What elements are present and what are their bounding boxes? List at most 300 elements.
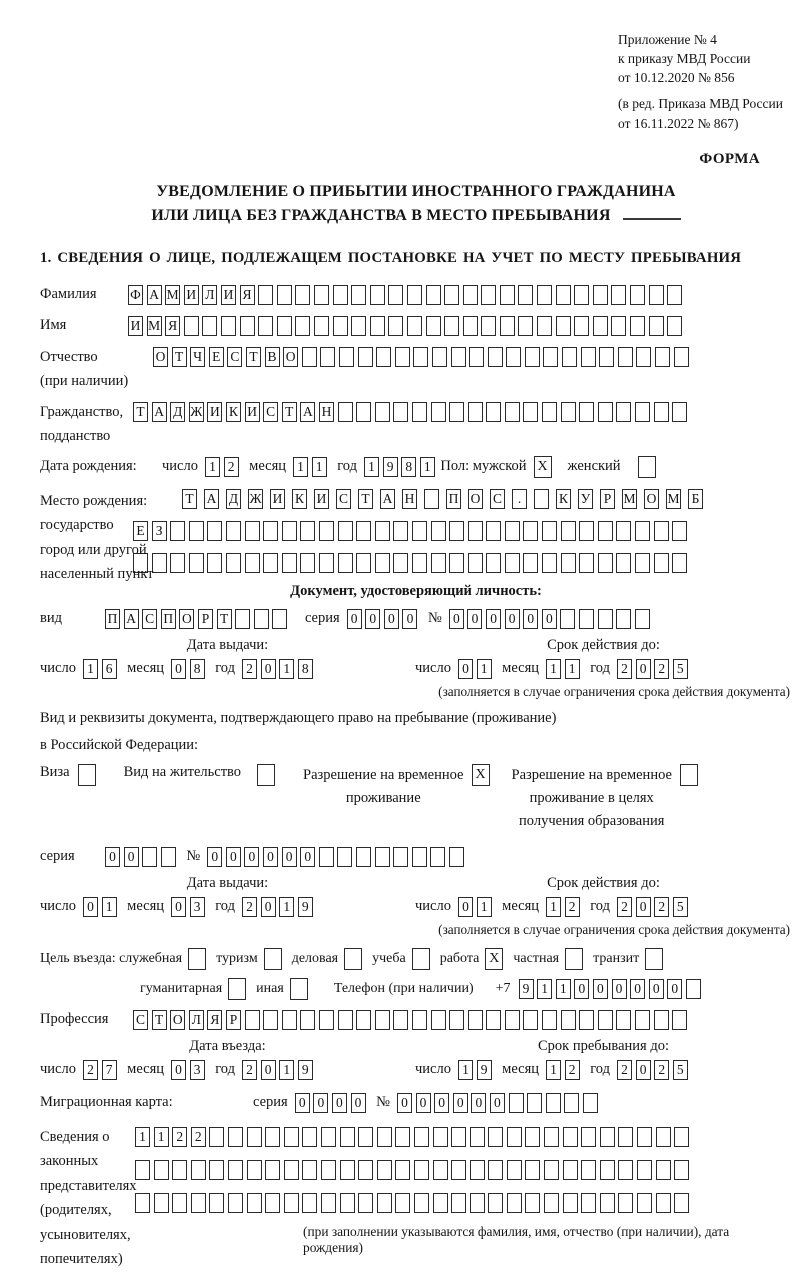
char-cell[interactable]: [598, 609, 613, 629]
char-cell[interactable]: 0: [207, 847, 222, 867]
char-cell[interactable]: Я: [165, 316, 180, 336]
char-cell[interactable]: [338, 521, 353, 541]
residence-permit-checkbox[interactable]: [257, 764, 275, 786]
char-cell[interactable]: [221, 316, 236, 336]
char-cell[interactable]: 0: [416, 1093, 431, 1113]
char-cell[interactable]: П: [161, 609, 176, 629]
char-cell[interactable]: [507, 1127, 522, 1147]
char-cell[interactable]: .: [512, 489, 527, 509]
char-cell[interactable]: [142, 847, 157, 867]
char-cell[interactable]: 0: [226, 847, 241, 867]
char-cell[interactable]: [282, 521, 297, 541]
char-cell[interactable]: [505, 521, 520, 541]
char-cell[interactable]: [525, 347, 540, 367]
char-cell[interactable]: А: [380, 489, 395, 509]
char-cell[interactable]: 0: [244, 847, 259, 867]
char-cell[interactable]: 8: [401, 457, 416, 477]
char-cell[interactable]: [245, 1010, 260, 1030]
char-cell[interactable]: М: [622, 489, 637, 509]
char-cell[interactable]: 2: [617, 1060, 632, 1080]
char-cell[interactable]: Д: [226, 489, 241, 509]
char-cell[interactable]: [395, 1127, 410, 1147]
char-cell[interactable]: [561, 521, 576, 541]
char-cell[interactable]: [356, 847, 371, 867]
char-cell[interactable]: 0: [505, 609, 520, 629]
char-cell[interactable]: [377, 1193, 392, 1213]
char-cell[interactable]: [375, 402, 390, 422]
char-cell[interactable]: [616, 553, 631, 573]
char-cell[interactable]: [451, 1160, 466, 1180]
char-cell[interactable]: [546, 1093, 561, 1113]
char-cell[interactable]: Р: [226, 1010, 241, 1030]
char-cell[interactable]: 0: [612, 979, 627, 999]
char-cell[interactable]: [433, 1160, 448, 1180]
char-cell[interactable]: [654, 402, 669, 422]
char-cell[interactable]: [562, 347, 577, 367]
char-cell[interactable]: [191, 1193, 206, 1213]
char-cell[interactable]: [413, 347, 428, 367]
char-cell[interactable]: [449, 847, 464, 867]
char-cell[interactable]: 0: [490, 1093, 505, 1113]
char-cell[interactable]: [395, 1160, 410, 1180]
char-cell[interactable]: [579, 1010, 594, 1030]
char-cell[interactable]: 0: [300, 847, 315, 867]
char-cell[interactable]: [674, 347, 689, 367]
char-cell[interactable]: А: [152, 402, 167, 422]
char-cell[interactable]: [686, 979, 701, 999]
char-cell[interactable]: [534, 489, 549, 509]
char-cell[interactable]: [468, 553, 483, 573]
char-cell[interactable]: 0: [471, 1093, 486, 1113]
char-cell[interactable]: [656, 1193, 671, 1213]
temp-permit-edu-checkbox[interactable]: [680, 764, 698, 786]
char-cell[interactable]: М: [165, 285, 180, 305]
char-cell[interactable]: [376, 347, 391, 367]
char-cell[interactable]: [412, 553, 427, 573]
char-cell[interactable]: 0: [83, 897, 98, 917]
char-cell[interactable]: [618, 1127, 633, 1147]
char-cell[interactable]: 1: [312, 457, 327, 477]
char-cell[interactable]: [412, 521, 427, 541]
char-cell[interactable]: 2: [242, 1060, 257, 1080]
char-cell[interactable]: [486, 402, 501, 422]
char-cell[interactable]: [527, 1093, 542, 1113]
char-cell[interactable]: 5: [673, 897, 688, 917]
char-cell[interactable]: 2: [617, 659, 632, 679]
char-cell[interactable]: [523, 402, 538, 422]
char-cell[interactable]: [209, 1193, 224, 1213]
char-cell[interactable]: Р: [600, 489, 615, 509]
char-cell[interactable]: 3: [190, 1060, 205, 1080]
char-cell[interactable]: [358, 1160, 373, 1180]
char-cell[interactable]: [247, 1193, 262, 1213]
char-cell[interactable]: [486, 1010, 501, 1030]
char-cell[interactable]: Т: [133, 402, 148, 422]
char-cell[interactable]: Е: [209, 347, 224, 367]
char-cell[interactable]: [654, 553, 669, 573]
char-cell[interactable]: [600, 1193, 615, 1213]
char-cell[interactable]: 0: [630, 979, 645, 999]
char-cell[interactable]: [302, 1160, 317, 1180]
char-cell[interactable]: [375, 1010, 390, 1030]
purpose-work-checkbox[interactable]: X: [485, 948, 503, 970]
sex-female-checkbox[interactable]: [638, 456, 656, 478]
char-cell[interactable]: [507, 1193, 522, 1213]
char-cell[interactable]: [370, 316, 385, 336]
char-cell[interactable]: [433, 1193, 448, 1213]
char-cell[interactable]: [488, 1193, 503, 1213]
char-cell[interactable]: [282, 1010, 297, 1030]
char-cell[interactable]: [598, 521, 613, 541]
char-cell[interactable]: [254, 609, 269, 629]
char-cell[interactable]: [284, 1193, 299, 1213]
char-cell[interactable]: [191, 1160, 206, 1180]
char-cell[interactable]: [655, 347, 670, 367]
char-cell[interactable]: [170, 521, 185, 541]
char-cell[interactable]: Т: [246, 347, 261, 367]
char-cell[interactable]: [525, 1160, 540, 1180]
purpose-private-checkbox[interactable]: [565, 948, 583, 970]
char-cell[interactable]: [414, 1193, 429, 1213]
char-cell[interactable]: [593, 285, 608, 305]
char-cell[interactable]: Н: [319, 402, 334, 422]
char-cell[interactable]: [481, 316, 496, 336]
char-cell[interactable]: К: [226, 402, 241, 422]
char-cell[interactable]: К: [292, 489, 307, 509]
char-cell[interactable]: [338, 553, 353, 573]
char-cell[interactable]: [470, 1127, 485, 1147]
char-cell[interactable]: [463, 285, 478, 305]
char-cell[interactable]: [444, 285, 459, 305]
char-cell[interactable]: [560, 609, 575, 629]
char-cell[interactable]: 0: [263, 847, 278, 867]
char-cell[interactable]: 0: [124, 847, 139, 867]
char-cell[interactable]: [635, 609, 650, 629]
char-cell[interactable]: [616, 609, 631, 629]
char-cell[interactable]: 3: [190, 897, 205, 917]
char-cell[interactable]: 0: [332, 1093, 347, 1113]
char-cell[interactable]: [228, 1193, 243, 1213]
char-cell[interactable]: И: [207, 402, 222, 422]
char-cell[interactable]: 0: [402, 609, 417, 629]
char-cell[interactable]: Р: [198, 609, 213, 629]
char-cell[interactable]: 0: [171, 897, 186, 917]
char-cell[interactable]: [544, 1193, 559, 1213]
char-cell[interactable]: [337, 847, 352, 867]
char-cell[interactable]: 1: [83, 659, 98, 679]
char-cell[interactable]: [388, 316, 403, 336]
char-cell[interactable]: [618, 1193, 633, 1213]
char-cell[interactable]: [468, 402, 483, 422]
char-cell[interactable]: [263, 553, 278, 573]
char-cell[interactable]: [245, 553, 260, 573]
char-cell[interactable]: [505, 553, 520, 573]
char-cell[interactable]: [245, 521, 260, 541]
char-cell[interactable]: [258, 316, 273, 336]
char-cell[interactable]: [377, 1127, 392, 1147]
char-cell[interactable]: [636, 347, 651, 367]
char-cell[interactable]: [581, 347, 596, 367]
char-cell[interactable]: [674, 1160, 689, 1180]
char-cell[interactable]: [172, 1193, 187, 1213]
char-cell[interactable]: [674, 1193, 689, 1213]
char-cell[interactable]: [170, 553, 185, 573]
char-cell[interactable]: [656, 1127, 671, 1147]
char-cell[interactable]: 1: [420, 457, 435, 477]
purpose-transit-checkbox[interactable]: [645, 948, 663, 970]
char-cell[interactable]: [265, 1160, 280, 1180]
char-cell[interactable]: [561, 553, 576, 573]
char-cell[interactable]: [202, 316, 217, 336]
char-cell[interactable]: [667, 316, 682, 336]
char-cell[interactable]: [543, 347, 558, 367]
char-cell[interactable]: [444, 316, 459, 336]
char-cell[interactable]: А: [124, 609, 139, 629]
char-cell[interactable]: 2: [83, 1060, 98, 1080]
char-cell[interactable]: [470, 1160, 485, 1180]
char-cell[interactable]: [207, 553, 222, 573]
char-cell[interactable]: 9: [383, 457, 398, 477]
char-cell[interactable]: И: [128, 316, 143, 336]
char-cell[interactable]: [358, 347, 373, 367]
char-cell[interactable]: [377, 1160, 392, 1180]
char-cell[interactable]: [616, 521, 631, 541]
char-cell[interactable]: [412, 402, 427, 422]
char-cell[interactable]: О: [170, 1010, 185, 1030]
char-cell[interactable]: [525, 1193, 540, 1213]
purpose-business-checkbox[interactable]: [344, 948, 362, 970]
char-cell[interactable]: [523, 521, 538, 541]
char-cell[interactable]: [135, 1160, 150, 1180]
char-cell[interactable]: 0: [347, 609, 362, 629]
char-cell[interactable]: В: [265, 347, 280, 367]
char-cell[interactable]: 0: [453, 1093, 468, 1113]
char-cell[interactable]: У: [578, 489, 593, 509]
char-cell[interactable]: С: [133, 1010, 148, 1030]
char-cell[interactable]: О: [468, 489, 483, 509]
char-cell[interactable]: 0: [636, 1060, 651, 1080]
char-cell[interactable]: Т: [152, 1010, 167, 1030]
char-cell[interactable]: [319, 1010, 334, 1030]
char-cell[interactable]: [321, 1193, 336, 1213]
char-cell[interactable]: 0: [523, 609, 538, 629]
char-cell[interactable]: 0: [171, 659, 186, 679]
char-cell[interactable]: 0: [458, 897, 473, 917]
char-cell[interactable]: 0: [282, 847, 297, 867]
char-cell[interactable]: [598, 553, 613, 573]
char-cell[interactable]: [581, 1160, 596, 1180]
char-cell[interactable]: 1: [135, 1127, 150, 1147]
char-cell[interactable]: Т: [172, 347, 187, 367]
char-cell[interactable]: [172, 1160, 187, 1180]
char-cell[interactable]: И: [221, 285, 236, 305]
char-cell[interactable]: Л: [189, 1010, 204, 1030]
char-cell[interactable]: [265, 1193, 280, 1213]
char-cell[interactable]: 0: [397, 1093, 412, 1113]
char-cell[interactable]: 0: [384, 609, 399, 629]
char-cell[interactable]: [300, 1010, 315, 1030]
char-cell[interactable]: [207, 521, 222, 541]
purpose-tourism-checkbox[interactable]: [264, 948, 282, 970]
char-cell[interactable]: [525, 1127, 540, 1147]
char-cell[interactable]: 0: [365, 609, 380, 629]
char-cell[interactable]: [395, 347, 410, 367]
char-cell[interactable]: [302, 1127, 317, 1147]
char-cell[interactable]: [556, 316, 571, 336]
char-cell[interactable]: [630, 285, 645, 305]
char-cell[interactable]: [263, 521, 278, 541]
char-cell[interactable]: [430, 847, 445, 867]
char-cell[interactable]: [618, 1160, 633, 1180]
char-cell[interactable]: [463, 316, 478, 336]
char-cell[interactable]: [284, 1160, 299, 1180]
char-cell[interactable]: [500, 316, 515, 336]
char-cell[interactable]: [370, 285, 385, 305]
char-cell[interactable]: [649, 316, 664, 336]
char-cell[interactable]: [561, 402, 576, 422]
char-cell[interactable]: 5: [673, 1060, 688, 1080]
char-cell[interactable]: И: [270, 489, 285, 509]
char-cell[interactable]: [488, 1127, 503, 1147]
char-cell[interactable]: [339, 347, 354, 367]
char-cell[interactable]: [654, 1010, 669, 1030]
char-cell[interactable]: [637, 1193, 652, 1213]
char-cell[interactable]: [579, 402, 594, 422]
char-cell[interactable]: А: [204, 489, 219, 509]
char-cell[interactable]: 1: [537, 979, 552, 999]
char-cell[interactable]: [209, 1127, 224, 1147]
char-cell[interactable]: [672, 553, 687, 573]
char-cell[interactable]: Ч: [190, 347, 205, 367]
char-cell[interactable]: М: [147, 316, 162, 336]
char-cell[interactable]: 0: [593, 979, 608, 999]
char-cell[interactable]: [424, 489, 439, 509]
char-cell[interactable]: [579, 553, 594, 573]
char-cell[interactable]: [247, 1127, 262, 1147]
char-cell[interactable]: [506, 347, 521, 367]
char-cell[interactable]: 2: [654, 897, 669, 917]
char-cell[interactable]: 1: [205, 457, 220, 477]
char-cell[interactable]: [319, 553, 334, 573]
char-cell[interactable]: Н: [402, 489, 417, 509]
char-cell[interactable]: [358, 1193, 373, 1213]
char-cell[interactable]: 9: [519, 979, 534, 999]
char-cell[interactable]: 0: [261, 1060, 276, 1080]
char-cell[interactable]: [542, 553, 557, 573]
char-cell[interactable]: [407, 316, 422, 336]
char-cell[interactable]: 0: [449, 609, 464, 629]
char-cell[interactable]: [556, 285, 571, 305]
char-cell[interactable]: [228, 1127, 243, 1147]
char-cell[interactable]: [470, 1193, 485, 1213]
char-cell[interactable]: 0: [667, 979, 682, 999]
char-cell[interactable]: [637, 1127, 652, 1147]
char-cell[interactable]: 2: [242, 897, 257, 917]
char-cell[interactable]: [656, 1160, 671, 1180]
visa-checkbox[interactable]: [78, 764, 96, 786]
char-cell[interactable]: [672, 1010, 687, 1030]
char-cell[interactable]: [302, 347, 317, 367]
char-cell[interactable]: [393, 521, 408, 541]
char-cell[interactable]: [630, 316, 645, 336]
char-cell[interactable]: [451, 1127, 466, 1147]
char-cell[interactable]: [161, 847, 176, 867]
char-cell[interactable]: З: [152, 521, 167, 541]
char-cell[interactable]: 2: [224, 457, 239, 477]
char-cell[interactable]: 0: [636, 897, 651, 917]
char-cell[interactable]: [598, 1010, 613, 1030]
char-cell[interactable]: [611, 316, 626, 336]
char-cell[interactable]: [449, 402, 464, 422]
char-cell[interactable]: Т: [358, 489, 373, 509]
char-cell[interactable]: [563, 1127, 578, 1147]
char-cell[interactable]: О: [153, 347, 168, 367]
char-cell[interactable]: [561, 1010, 576, 1030]
char-cell[interactable]: [635, 521, 650, 541]
char-cell[interactable]: [395, 1193, 410, 1213]
char-cell[interactable]: 2: [242, 659, 257, 679]
char-cell[interactable]: [393, 1010, 408, 1030]
char-cell[interactable]: [375, 847, 390, 867]
char-cell[interactable]: [505, 1010, 520, 1030]
char-cell[interactable]: [300, 521, 315, 541]
char-cell[interactable]: [228, 1160, 243, 1180]
char-cell[interactable]: 0: [351, 1093, 366, 1113]
char-cell[interactable]: [226, 553, 241, 573]
char-cell[interactable]: [272, 609, 287, 629]
char-cell[interactable]: [189, 553, 204, 573]
char-cell[interactable]: [518, 285, 533, 305]
char-cell[interactable]: 0: [636, 659, 651, 679]
char-cell[interactable]: 0: [649, 979, 664, 999]
char-cell[interactable]: И: [314, 489, 329, 509]
char-cell[interactable]: 1: [293, 457, 308, 477]
char-cell[interactable]: [449, 521, 464, 541]
char-cell[interactable]: Ж: [248, 489, 263, 509]
char-cell[interactable]: [672, 402, 687, 422]
char-cell[interactable]: [564, 1093, 579, 1113]
char-cell[interactable]: [356, 553, 371, 573]
char-cell[interactable]: [563, 1193, 578, 1213]
char-cell[interactable]: [672, 521, 687, 541]
char-cell[interactable]: [412, 847, 427, 867]
char-cell[interactable]: [488, 1160, 503, 1180]
char-cell[interactable]: [500, 285, 515, 305]
char-cell[interactable]: 1: [477, 897, 492, 917]
char-cell[interactable]: С: [336, 489, 351, 509]
char-cell[interactable]: [184, 316, 199, 336]
char-cell[interactable]: [431, 521, 446, 541]
char-cell[interactable]: 1: [546, 1060, 561, 1080]
char-cell[interactable]: [598, 402, 613, 422]
char-cell[interactable]: Т: [182, 489, 197, 509]
char-cell[interactable]: [635, 553, 650, 573]
char-cell[interactable]: [542, 1010, 557, 1030]
char-cell[interactable]: 8: [298, 659, 313, 679]
char-cell[interactable]: [542, 402, 557, 422]
char-cell[interactable]: [393, 402, 408, 422]
char-cell[interactable]: [486, 553, 501, 573]
char-cell[interactable]: [431, 553, 446, 573]
char-cell[interactable]: 1: [458, 1060, 473, 1080]
char-cell[interactable]: Ж: [189, 402, 204, 422]
char-cell[interactable]: 0: [486, 609, 501, 629]
char-cell[interactable]: [599, 347, 614, 367]
char-cell[interactable]: 0: [458, 659, 473, 679]
char-cell[interactable]: 1: [546, 897, 561, 917]
char-cell[interactable]: [375, 553, 390, 573]
char-cell[interactable]: [579, 609, 594, 629]
